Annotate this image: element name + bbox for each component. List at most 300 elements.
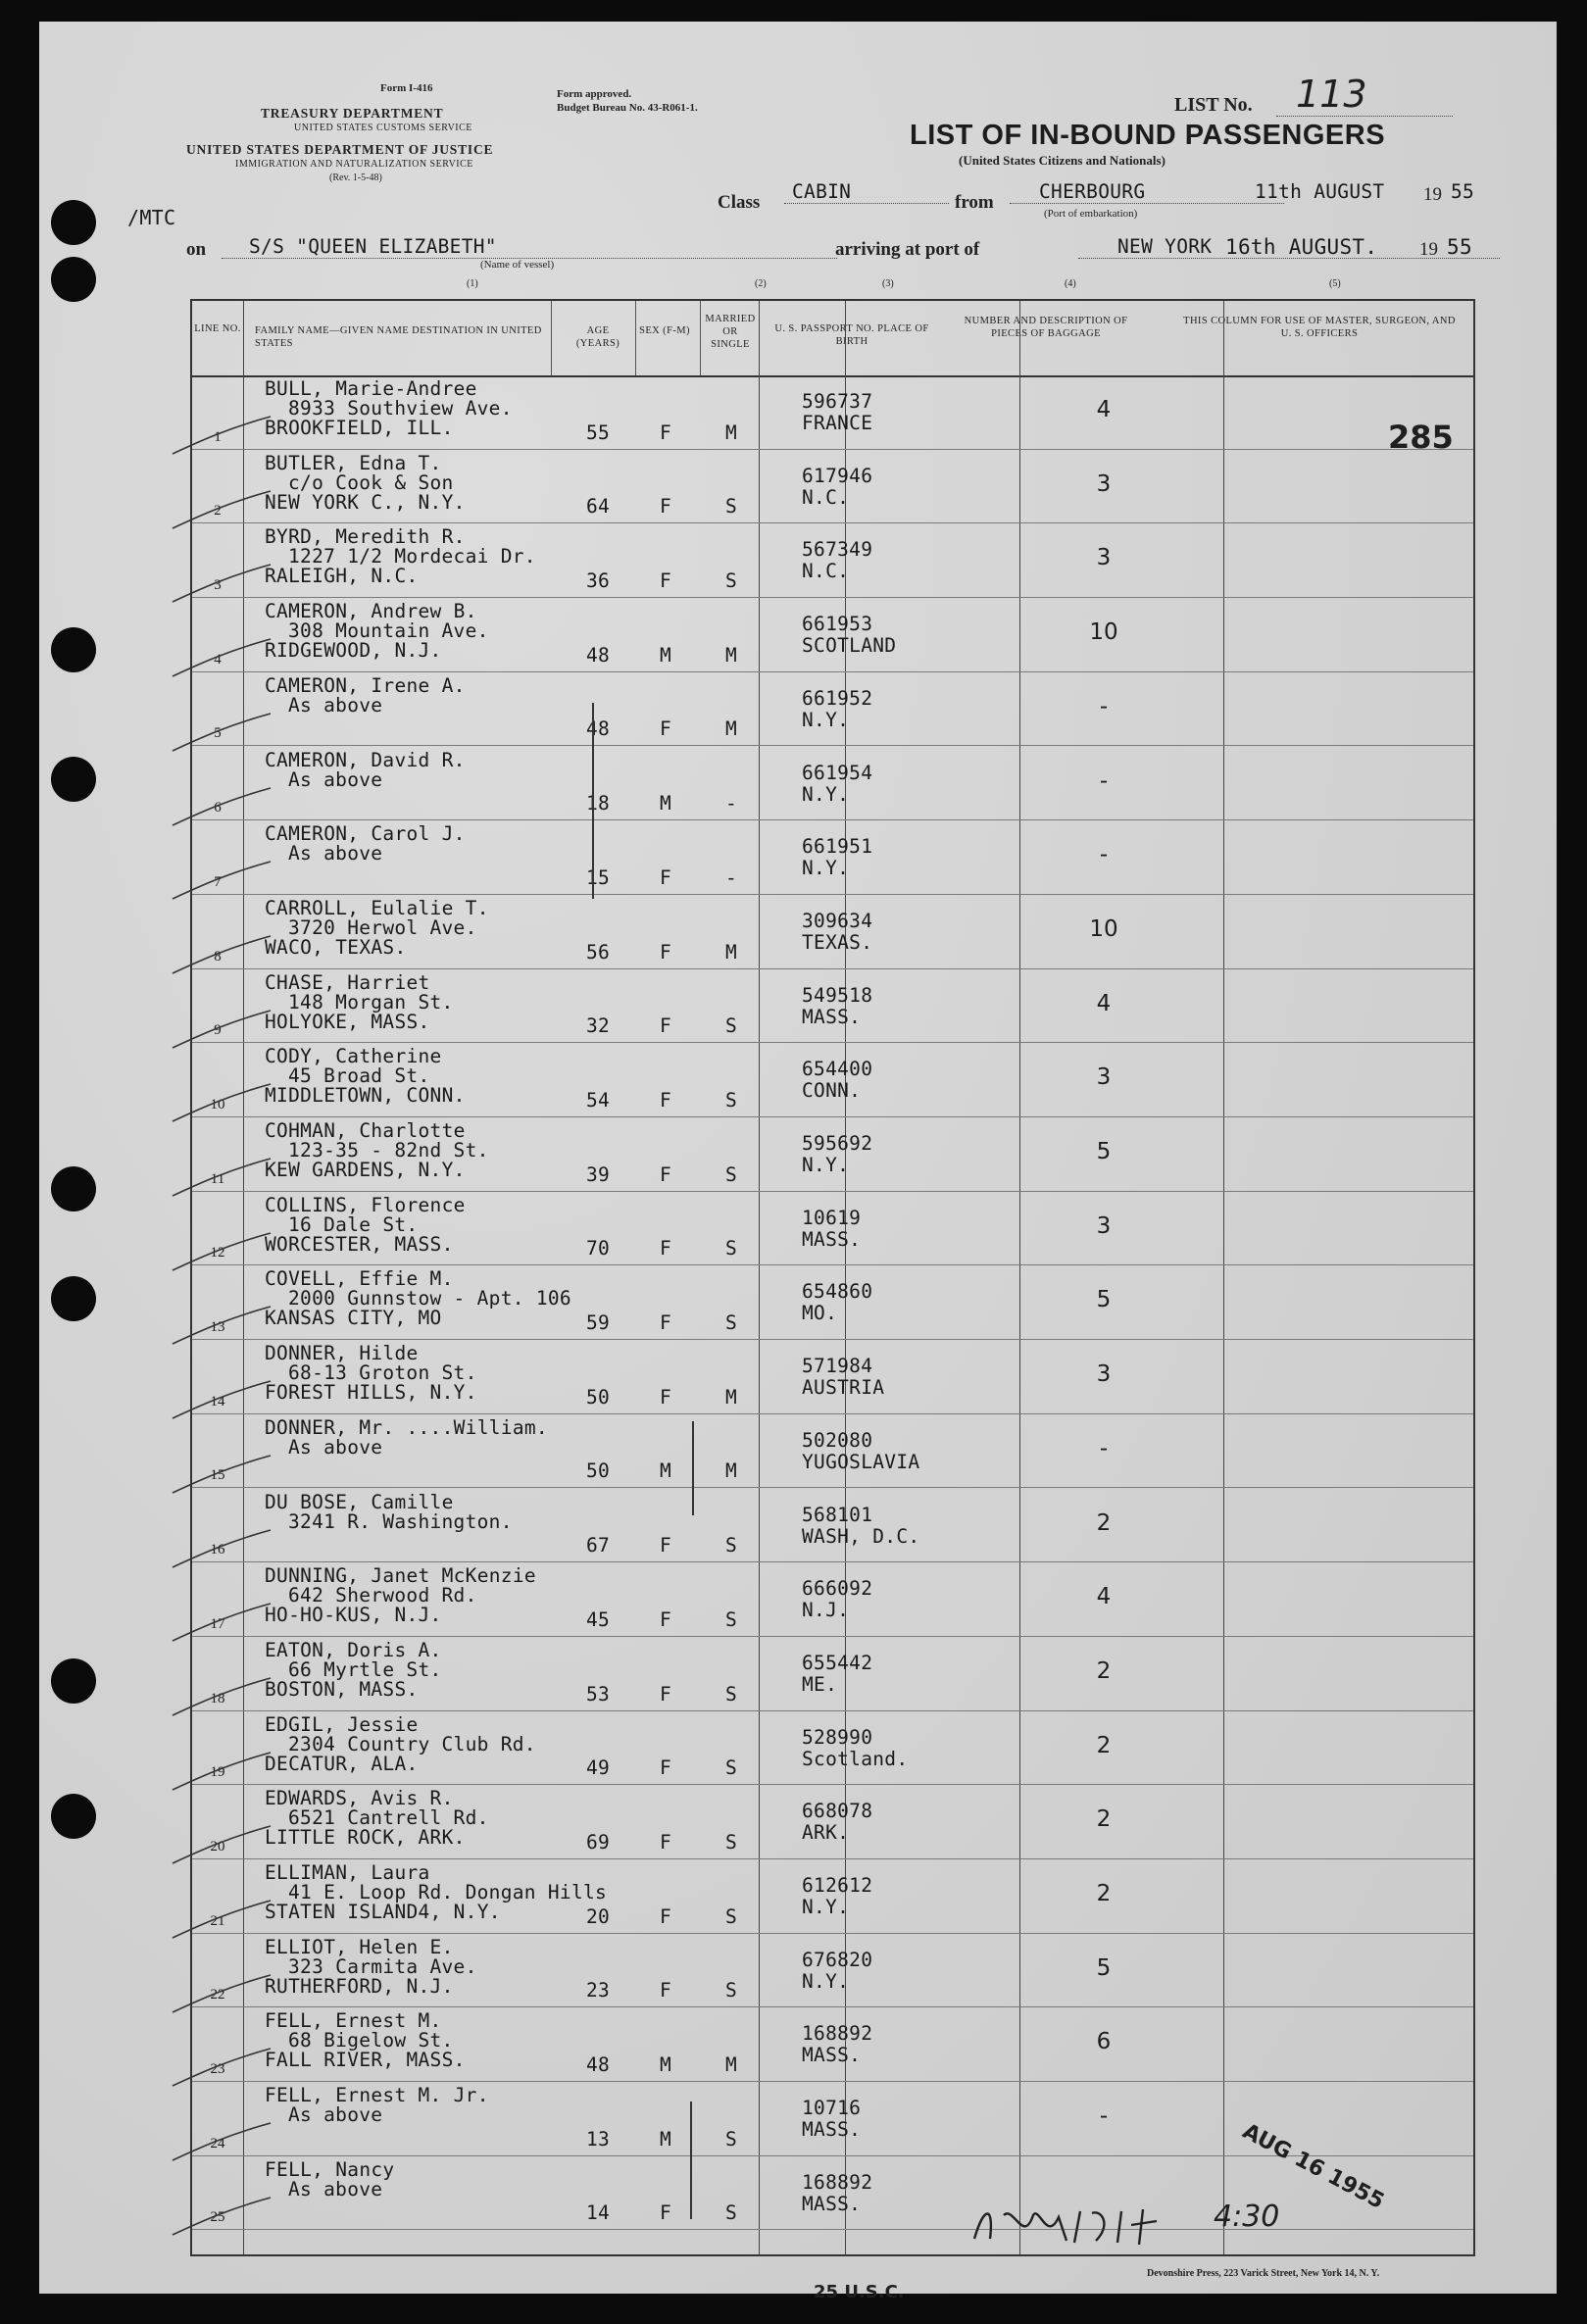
passenger-name-block [265,896,489,959]
place-of-birth: FRANCE [802,412,873,434]
line-number: 23 [210,2061,225,2078]
baggage-count: 5 [1096,1954,1112,1981]
customs-service: UNITED STATES CUSTOMS SERVICE [294,123,472,133]
passenger-address: 6521 Cantrell Rd. [288,1806,489,1830]
passport-number: 502080 [802,1428,873,1452]
passenger-name: CHASE, Harriet [265,970,430,994]
table-row [192,672,1473,747]
passenger-marital: M [724,1385,738,1409]
passenger-address: 41 E. Loop Rd. Dongan Hills [288,1881,608,1904]
passport-number: 666092 [802,1577,873,1601]
passenger-age: 14 [585,2201,611,2225]
baggage-count: - [1099,693,1109,719]
passenger-name: CAMERON, David R. [265,748,466,771]
table-row [192,1562,1473,1637]
passport-block [802,1578,872,1621]
passenger-age: 13 [585,2127,611,2151]
passport-block [802,985,872,1028]
baggage-count: 3 [1096,470,1112,497]
table-row [192,1414,1473,1489]
vessel-name: S/S "QUEEN ELIZABETH" [222,235,837,259]
passenger-city: LITTLE ROCK, ARK. [265,1826,466,1850]
header-divider [635,301,636,375]
passenger-marital: M [724,940,738,964]
table-row [192,747,1473,821]
date-stamp: AUG 16 1955 [1238,2119,1388,2214]
passenger-address: 1227 1/2 Mordecai Dr. [288,545,536,569]
table-row [192,1859,1473,1934]
passenger-name-block [265,2011,466,2070]
place-of-birth: N.J. [802,1599,850,1622]
passenger-marital: S [724,495,738,519]
passenger-address: 45 Broad St. [288,1064,430,1088]
line-number: 17 [210,1615,225,1632]
baggage-count: 5 [1096,1139,1112,1164]
passport-number: 676820 [802,1948,873,1971]
passenger-address: 3720 Herwol Ave. [288,915,477,939]
punch-hole [51,627,96,672]
passenger-name: FELL, Nancy [265,2157,395,2181]
passenger-age: 23 [585,1979,611,2003]
passenger-age: 70 [585,1237,611,1261]
punch-hole [51,1794,96,1839]
passenger-name: COVELL, Effie M. [265,1267,454,1291]
table-row [192,1340,1473,1414]
passport-block [802,1208,861,1251]
table-header [192,301,1473,377]
passenger-sex: M [659,2053,672,2077]
col-header-passport: U. S. PASSPORT NO. PLACE OF BIRTH [774,323,929,347]
passenger-marital: S [724,1162,738,1186]
passenger-city: RALEIGH, N.C. [265,565,419,588]
passport-block [802,1653,872,1696]
passenger-address: As above [288,2103,383,2127]
place-of-birth: MASS. [802,1227,862,1251]
passenger-name-block [265,970,454,1033]
passenger-name: CAMERON, Irene A. [265,673,466,697]
passport-block [802,2172,872,2215]
punch-hole [51,1166,96,1211]
passenger-age: 50 [585,1385,611,1409]
passport-block [802,1133,872,1176]
passenger-sex: F [659,1237,672,1261]
passenger-city: BOSTON, MASS. [265,1677,419,1701]
passenger-marital: S [724,1311,738,1335]
list-no-label: LIST No. [1174,94,1253,116]
passenger-name: FELL, Ernest M. Jr. [265,2084,489,2107]
passenger-name-block [265,673,466,717]
passenger-address: 8933 Southview Ave. [288,397,513,420]
passenger-address: As above [288,767,383,791]
passenger-name-block [265,1712,536,1775]
passport-number: 661953 [802,613,873,636]
baggage-count: 10 [1089,619,1118,646]
family-bracket [586,703,594,899]
table-row [192,2156,1473,2231]
passenger-city: RIDGEWOOD, N.J. [265,639,442,663]
passport-number: 568101 [802,1503,873,1526]
passenger-address: 2304 Country Club Rd. [288,1732,536,1755]
passport-number: 654860 [802,1280,873,1304]
passenger-marital: S [724,1756,738,1780]
baggage-count: 3 [1096,545,1112,571]
table-row [192,1117,1473,1192]
passenger-age: 53 [585,1682,611,1706]
col-num-2: (2) [755,278,767,289]
baggage-count: 3 [1096,1212,1112,1239]
passenger-sex: F [659,420,672,444]
passenger-address: As above [288,2177,383,2200]
arrival-date: 16th AUGUST. [1225,235,1378,259]
passenger-name: DUNNING, Janet McKenzie [265,1564,536,1588]
passenger-marital: M [724,717,738,741]
passenger-name-block [265,1638,442,1701]
line-number: 1 [214,428,222,445]
passenger-marital: M [724,1459,738,1483]
baggage-count: 6 [1096,2029,1112,2055]
passenger-name-block [265,602,489,661]
line-number: 12 [210,1245,225,1261]
passenger-marital: S [724,1237,738,1261]
passenger-age: 64 [585,495,611,519]
table-row [192,450,1473,524]
col-header-officers: THIS COLUMN FOR USE OF MASTER, SURGEON, AND U. S. OFFICERS [1183,316,1456,339]
passenger-city: KANSAS CITY, MO [265,1307,442,1330]
place-of-birth: SCOTLAND [802,634,897,658]
line-number: 8 [214,948,222,964]
passenger-marital: S [724,1682,738,1706]
passenger-marital: S [724,1830,738,1854]
passenger-name-block [265,451,466,514]
col-num-3: (3) [882,278,894,289]
passenger-name-block [265,1269,571,1328]
passenger-city: HO-HO-KUS, N.J. [265,1604,442,1627]
punch-hole [51,1658,96,1704]
passenger-name: BUTLER, Edna T. [265,451,442,474]
baggage-count: 4 [1096,990,1112,1016]
passenger-name: DU BOSE, Camille [265,1490,454,1513]
passenger-city: DECATUR, ALA. [265,1752,419,1775]
justice-dept: UNITED STATES DEPARTMENT OF JUSTICE [186,142,494,157]
passport-block [802,1059,872,1102]
check-mark-icon [169,2184,276,2243]
passenger-marital: M [724,420,738,444]
passenger-name: BYRD, Meredith R. [265,525,466,549]
passenger-age: 48 [585,717,611,741]
passport-number: 612612 [802,1874,873,1897]
table-row [192,1192,1473,1266]
passenger-marital: S [724,1088,738,1112]
baggage-count: - [1099,2103,1109,2130]
passport-number: 309634 [802,909,873,932]
baggage-count: - [1099,842,1109,868]
passenger-name-block [265,1789,489,1848]
list-no-value: 113 [1276,73,1453,117]
baggage-count: 2 [1096,1657,1112,1684]
depart-year-prefix: 19 [1423,184,1442,205]
punch-hole [51,200,96,245]
passenger-name-block [265,1121,489,1180]
passport-number: 654400 [802,1058,873,1081]
passport-block [802,1356,884,1399]
passport-number: 168892 [802,2022,873,2046]
place-of-birth: MO. [802,1302,838,1325]
passenger-name: CAMERON, Andrew B. [265,600,477,623]
passenger-name: COHMAN, Charlotte [265,1119,466,1142]
passport-number: 661952 [802,686,873,710]
form-number: Form I-416 [380,82,433,94]
from-label: from [955,192,994,213]
passenger-sex: M [659,643,672,667]
passport-block [802,1281,872,1324]
document-subtitle: (United States Citizens and Nationals) [959,153,1165,168]
passenger-age: 20 [585,1904,611,1928]
passenger-age: 45 [585,1607,611,1631]
place-of-birth: YUGOSLAVIA [802,1450,920,1473]
passenger-city: KEW GARDENS, N.Y. [265,1159,466,1181]
passenger-sex: F [659,865,672,889]
line-number: 20 [210,1838,225,1854]
passenger-sex: M [659,792,672,816]
passenger-age: 36 [585,569,611,593]
punch-hole [51,257,96,302]
line-number: 25 [210,2209,225,2226]
passenger-address: As above [288,842,383,865]
line-number: 21 [210,1912,225,1929]
line-number: 24 [210,2135,225,2151]
passenger-address: 148 Morgan St. [288,990,454,1014]
col-num-5: (5) [1329,278,1341,289]
class-label: Class [718,192,761,213]
passenger-marital: S [724,1904,738,1928]
baggage-count: 10 [1089,915,1118,942]
passenger-name-block [265,824,466,864]
passenger-address: 3241 R. Washington. [288,1509,513,1533]
passenger-address: c/o Cook & Son [288,470,454,494]
passenger-name: CAMERON, Carol J. [265,822,466,846]
table-row [192,969,1473,1044]
passenger-marital: M [724,643,738,667]
header-divider [243,301,244,375]
manifest-sheet [39,22,1557,2302]
table-row [192,598,1473,672]
col-num-1: (1) [467,278,478,289]
place-of-birth: WASH, D.C. [802,1524,920,1548]
passenger-address: 323 Carmita Ave. [288,1954,477,1978]
passenger-marital: - [724,792,738,816]
officer-signature [965,2196,1200,2254]
place-of-birth: MASS. [802,2118,862,2142]
passport-block [802,1801,872,1844]
header-divider [551,301,552,375]
table-row [192,523,1473,598]
line-number: 10 [210,1096,225,1113]
passenger-age: 55 [585,420,611,444]
passenger-sex: M [659,1459,672,1483]
printer-imprint: Devonshire Press, 223 Varick Street, New York 14, N. Y. [1147,2268,1380,2279]
passport-block [802,836,872,879]
on-label: on [186,239,207,260]
line-number: 16 [210,1542,225,1558]
passenger-sex: F [659,1607,672,1631]
passenger-city: FALL RIVER, MASS. [265,2049,466,2072]
passenger-name: DONNER, Mr. ....William. [265,1415,548,1439]
passport-number: 596737 [802,390,873,413]
line-number: 11 [210,1170,225,1187]
col-header-age: AGE (YEARS) [575,325,620,349]
line-number: 22 [210,1987,225,2003]
passport-block [802,2023,872,2066]
passenger-name-block [265,1566,536,1625]
line-number: 4 [214,651,222,668]
family-bracket [686,1421,694,1515]
place-of-birth: N.Y. [802,1896,850,1918]
ins-service: IMMIGRATION AND NATURALIZATION SERVICE [235,159,473,170]
passenger-age: 15 [585,865,611,889]
baggage-count: 4 [1096,397,1112,422]
place-of-birth: N.Y. [802,708,850,731]
passenger-sex: F [659,1904,672,1928]
passenger-age: 49 [585,1756,611,1780]
passenger-address: As above [288,693,383,717]
passport-block [802,1430,919,1473]
arriving-label: arriving at port of [835,239,980,260]
line-number: 18 [210,1690,225,1706]
place-of-birth: N.Y. [802,782,850,806]
passport-number: 661951 [802,835,873,859]
place-of-birth: AUSTRIA [802,1376,885,1400]
passenger-sex: F [659,1756,672,1780]
arrival-year: 55 [1447,235,1472,259]
vessel-caption: (Name of vessel) [480,259,555,271]
passenger-address: 123-35 - 82nd St. [288,1139,489,1162]
place-of-birth: CONN. [802,1079,862,1103]
passenger-sex: F [659,940,672,964]
place-of-birth: ME. [802,1672,838,1696]
baggage-count: - [1099,767,1109,794]
passenger-name-block [265,527,536,586]
passport-block [802,466,872,509]
passenger-name: FELL, Ernest M. [265,2009,442,2033]
passenger-marital: S [724,2127,738,2151]
passenger-sex: F [659,1311,672,1335]
passenger-city: WACO, TEXAS. [265,935,407,959]
passenger-city: MIDDLETOWN, CONN. [265,1084,466,1108]
table-row [192,1265,1473,1340]
passenger-name-block [265,1344,477,1403]
table-row [192,1489,1473,1563]
passenger-sex: F [659,2201,672,2225]
line-number: 14 [210,1393,225,1409]
passenger-sex: F [659,569,672,593]
passenger-sex: F [659,717,672,741]
passenger-name: ELLIOT, Helen E. [265,1935,454,1958]
passport-number: 10619 [802,1206,862,1229]
passenger-city: BROOKFIELD, ILL. [265,417,454,439]
row-divider [192,2229,1473,2230]
baggage-count: 2 [1096,1806,1112,1833]
passport-number: 595692 [802,1132,873,1155]
treasury-dept: TREASURY DEPARTMENT [261,106,444,121]
passenger-age: 59 [585,1311,611,1335]
passenger-city: NEW YORK C., N.Y. [265,490,466,514]
place-of-birth: N.C. [802,560,850,583]
family-bracket [684,2101,692,2219]
passenger-sex: F [659,1534,672,1558]
officer-note: 285 [1388,419,1454,456]
passenger-age: 18 [585,792,611,816]
passenger-marital: S [724,569,738,593]
passenger-marital: - [724,865,738,889]
passport-number: 168892 [802,2170,873,2194]
table-row [192,2007,1473,2082]
passenger-city: RUTHERFORD, N.J. [265,1974,454,1998]
passenger-address: As above [288,1435,383,1459]
col-header-married: MARRIED OR SINGLE [705,314,756,350]
col-header-baggage: NUMBER AND DESCRIPTION OF PIECES OF BAGGAGE [964,316,1128,339]
passenger-name: BULL, Marie-Andree [265,377,477,400]
passenger-name: EDWARDS, Avis R. [265,1787,454,1810]
depart-year: 55 [1451,180,1475,203]
line-number: 9 [214,1022,222,1039]
place-of-birth: N.Y. [802,1969,850,1993]
passenger-sex: F [659,1088,672,1112]
passenger-name-block [265,1935,477,1998]
passenger-name: DONNER, Hilde [265,1342,419,1365]
passenger-marital: S [724,1534,738,1558]
mtc-code: /MTC [127,206,176,229]
passenger-age: 50 [585,1459,611,1483]
passenger-age: 39 [585,1162,611,1186]
line-number: 19 [210,1764,225,1781]
col-header-line: LINE NO. [194,323,241,334]
passport-number: 549518 [802,983,873,1007]
line-number: 5 [214,725,222,742]
passenger-sex: F [659,1014,672,1038]
passenger-address: 16 Dale St. [288,1212,419,1236]
passenger-address: 68-13 Groton St. [288,1361,477,1385]
passenger-sex: F [659,1162,672,1186]
passenger-sex: F [659,1830,672,1854]
passenger-table [190,299,1475,2256]
passport-block [802,1727,908,1770]
revision: (Rev. 1-5-48) [329,173,382,183]
table-row [192,1934,1473,2008]
passenger-age: 48 [585,643,611,667]
line-number: 7 [214,873,222,890]
place-of-birth: N.C. [802,485,850,509]
passenger-sex: F [659,1682,672,1706]
passenger-address: 68 Bigelow St. [288,2029,454,2052]
passenger-name-block [265,1415,548,1459]
place-of-birth: MASS. [802,1005,862,1028]
punch-hole [51,757,96,802]
class-value: CABIN [784,180,949,204]
passenger-marital: S [724,2201,738,2225]
place-of-birth: Scotland. [802,1747,909,1770]
place-of-birth: TEXAS. [802,930,873,954]
passport-number: 655442 [802,1651,873,1674]
passenger-name: EATON, Doris A. [265,1638,442,1661]
passenger-city: WORCESTER, MASS. [265,1232,454,1256]
passport-number: 10716 [802,2097,862,2120]
passenger-city: FOREST HILLS, N.Y. [265,1381,477,1405]
table-row [192,1785,1473,1859]
time-stamp: 4:30 [1214,2200,1280,2234]
passenger-sex: M [659,2127,672,2151]
passenger-age: 48 [585,2053,611,2077]
passenger-name: EDGIL, Jessie [265,1712,419,1736]
